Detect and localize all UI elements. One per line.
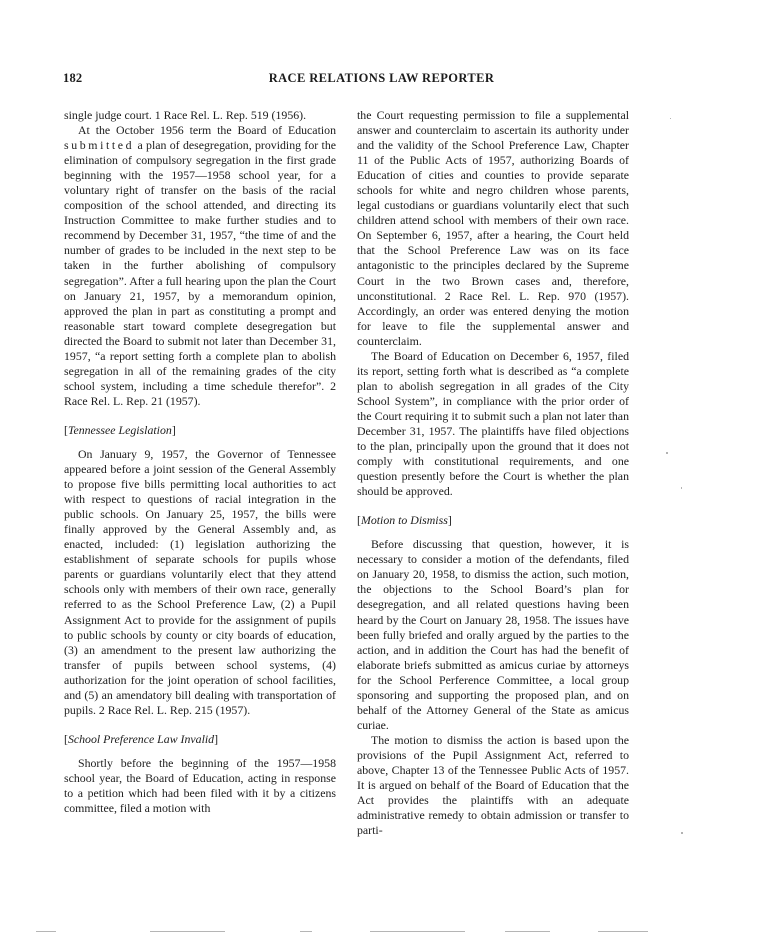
- right-column: [357, 108, 629, 838]
- paragraph-tennessee-legislation: On January 9, 1957, the Governor of Tennessee appeared before a joint session of the General Assembly to propose five bills permitting local authorities to act with respect to questions of racial integration in the public schools. On January 25, 1957, the bills were finally approved by the General Assembly and, as enacted, included: (1) legislation authorizing the establishment of separate schools for pupils whose parents or guardians voluntarily elect that they attend schools only with members of their own race, generally referred to as the School Preference Law, (2) a Pupil Assignment Act to provide for the assignment of pupils to public schools by county or city boards of education, (3) an amendment to the present law authorizing the transfer of pupils between school systems, (4) authorization for the joint operation of school facilities, and (5) an amendatory bill dealing with transportation of pupils. 2 Race Rel. L. Rep. 215 (1957).: [64, 446, 336, 717]
- paragraph-court-reference: single judge court. 1 Race Rel. L. Rep. 519 (1956).: [64, 108, 307, 122]
- paragraph-plan-end: a plan of desegregation, providing for the elimination of compulsory segregation in the first grade beginning with the 1957—1958 school year, for a voluntary right of transfer on the basis of the racial composition of the school attended, and directing its Instruction Committee to make further studies and to recommend by December 31, 1957, “the time of and the number of grades to be included in the next step to be taken in the further abolishing of compulsory segregation”. After a full hearing upon the plan the Court on January 21, 1957, by a memorandum opinion, approved the plan in part as constituting a prompt and reasonable start toward complete desegregation but directed the Board to submit not later than December 31, 1957, “a report setting forth a complete plan to abolish segregation in all of the remaining grades of the city school system, including a time schedule therefor”. 2 Race Rel. L. Rep. 21 (1957).: [64, 138, 336, 408]
- heading-text-school-preference: School Preference Law Invalid: [67, 731, 215, 746]
- scan-edge-mark: [300, 931, 312, 932]
- scan-speck: [681, 832, 683, 834]
- scan-speck: [670, 118, 671, 119]
- paragraph-supplemental-answer: the Court requesting permission to file a supplemental answer and counterclaim to ascertain its authority under and the validity of the School Preference Law, Chapter 11 of the Public Acts of 1957, authorizing Boards of Education of cities and counties to provide separate schools for white and negro children whose parents, legal custodians or guardians voluntarily elect that such children attend school with members of their own race. On September 6, 1957, after a hearing, the Court held that the School Preference Law was on its face antagonistic to the principles declared by the Supreme Court in the two Brown cases and, therefore, unconstitutional. 2 Race Rel. L. Rep. 970 (1957). Accordingly, an order was entered denying the motion for leave to file the supplemental answer and counterclaim.: [357, 108, 629, 348]
- scan-speck: [681, 487, 682, 489]
- heading-text-motion-to-dismiss: Motion to Dismiss: [360, 513, 448, 528]
- section-heading-tennessee-legislation: [Tennessee Legislation]: [64, 422, 176, 437]
- scan-edge-mark: [505, 931, 550, 932]
- scan-edge-mark: [36, 931, 56, 932]
- paragraph-board-report: The Board of Education on December 6, 1957, filed its report, setting forth what is described as “a complete plan to abolish segregation in all grades of the City School System”, in compliance with the prior order of the Court requiring it to submit such a plan not later than December 31, 1957. The plaintiffs have filed objections to the plan, principally upon the ground that it does not comply with constitutional requirements, and one question presently before the Court is whether the plan should be approved.: [357, 348, 629, 499]
- paragraph-school-preference: Shortly before the beginning of the 1957—1958 school year, the Board of Education, acting in response to a petition which had been filed with it by a citizens committee, filed a motion with: [64, 755, 336, 816]
- page-number: 182: [63, 71, 83, 85]
- heading-text-tennessee-legislation: Tennessee Legislation: [67, 422, 172, 437]
- section-heading-motion-to-dismiss: [Motion to Dismiss]: [357, 513, 452, 528]
- paragraph-pupil-assignment: The motion to dismiss the action is based upon the provisions of the Pupil Assignment Act, referred to above, Chapter 13 of the Tennessee Public Acts of 1957. It is argued on behalf of the Board of Education that the Act provides the plaintiffs with an adequate administrative remedy to obtain admission or transfer to parti-: [357, 732, 629, 838]
- scan-edge-mark: [370, 931, 465, 932]
- paragraph-plan-start: At the October 1956 term the Board of Education: [78, 123, 336, 138]
- spaced-word-submitted: submitted: [64, 138, 135, 153]
- scan-edge-mark: [598, 931, 648, 932]
- paragraph-motion-discussion: Before discussing that question, however, it is necessary to consider a motion of the defendants, filed on January 20, 1958, to dismiss the action, such motion, the objections to the School Board’s plan for desegregation, and all related questions having been heard by the Court on January 28, 1958. The issues have been fully briefed and orally argued by the parties to the action, and in addition the Court has had the benefit of elaborate briefs submitted as amicus curiae by attorneys for the School Perference Committee, a local group sponsoring and supporting the proposed plan, and on behalf of the Attorney General of the State as amicus curiae.: [357, 537, 629, 732]
- paragraph-plan-submission: [64, 123, 336, 409]
- scan-edge-mark: [150, 931, 225, 932]
- section-heading-school-preference: [School Preference Law Invalid]: [64, 731, 219, 746]
- scan-speck: [666, 452, 668, 454]
- left-column: [64, 108, 336, 816]
- running-title: RACE RELATIONS LAW REPORTER: [268, 71, 495, 85]
